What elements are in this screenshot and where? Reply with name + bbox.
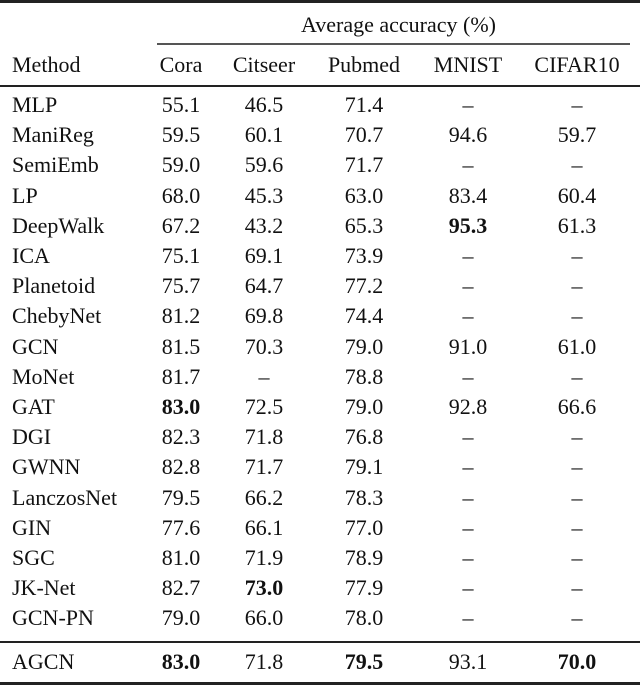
accuracy-value: 46.5 [244,92,284,117]
method-name: SemiEmb [12,152,99,178]
accuracy-value: 92.8 [448,394,488,419]
accuracy-value: 76.8 [344,424,384,450]
group-header: Average accuracy (%) [300,12,496,37]
accuracy-value: 91.0 [448,333,488,359]
accuracy-value: 83.0 [161,394,201,419]
method-name: DGI [12,424,52,450]
method-name: GCN [12,333,59,359]
accuracy-value: 82.3 [161,424,201,450]
method-name: JK-Net [12,575,76,601]
table-row [0,211,640,241]
table-row [0,573,640,603]
table-row [0,452,640,482]
accuracy-value: 81.5 [161,333,201,359]
accuracy-value: 68.0 [161,182,201,208]
accuracy-value: 71.7 [244,454,284,480]
accuracy-value: – [462,92,474,117]
accuracy-value: 66.0 [244,605,284,631]
accuracy-value: – [462,303,474,329]
method-name: Planetoid [12,273,96,299]
accuracy-value: 78.9 [344,545,384,570]
accuracy-value: 65.3 [344,212,384,238]
method-name: GAT [12,394,55,419]
accuracy-value: 77.6 [161,514,201,540]
column-header-method: Method [12,52,81,77]
table-row [0,271,640,301]
accuracy-value: – [462,363,474,389]
accuracy-value: – [462,514,474,540]
method-name: ManiReg [12,122,94,148]
accuracy-value: 60.4 [557,182,597,208]
accuracy-value: 82.7 [161,575,201,601]
accuracy-value: 73.0 [244,575,284,601]
accuracy-value: 79.0 [344,394,384,419]
accuracy-value: – [571,454,583,480]
table-row [0,150,640,180]
accuracy-value: 94.6 [448,122,488,148]
group-header-rule [157,43,630,45]
accuracy-value: 81.7 [161,363,201,389]
accuracy-value: 66.2 [244,484,284,510]
accuracy-value: 82.8 [161,454,201,480]
accuracy-value: 64.7 [244,273,284,299]
accuracy-value: 77.2 [344,273,384,299]
method-name: GCN-PN [12,605,94,631]
separator-rule [0,641,640,643]
column-header-row [0,50,640,80]
method-name: SGC [12,545,55,570]
accuracy-value: 63.0 [344,182,384,208]
table-row [0,603,640,633]
table-row [0,483,640,513]
accuracy-value: 78.3 [344,484,384,510]
accuracy-value: – [571,545,583,570]
accuracy-value: – [571,152,583,178]
accuracy-value: 79.0 [344,333,384,359]
table-row [0,90,640,120]
accuracy-value: 83.0 [161,649,201,674]
accuracy-value: 79.1 [344,454,384,480]
table-row [0,332,640,362]
accuracy-value: 60.1 [244,122,284,148]
method-name: AGCN [12,649,75,674]
accuracy-value: 55.1 [161,92,201,117]
accuracy-value: – [462,545,474,570]
accuracy-value: 81.2 [161,303,201,329]
method-name: DeepWalk [12,212,105,238]
accuracy-value: – [571,243,583,268]
accuracy-value: 79.0 [161,605,201,631]
accuracy-value: – [258,363,270,389]
table-row [0,392,640,422]
table-row [0,301,640,331]
accuracy-value: 66.1 [244,514,284,540]
accuracy-value: 83.4 [448,182,488,208]
accuracy-value: 61.3 [557,212,597,238]
accuracy-value: 61.0 [557,333,597,359]
accuracy-value: – [462,484,474,510]
method-name: GIN [12,514,52,540]
accuracy-value: 43.2 [244,212,284,238]
accuracy-value: – [462,454,474,480]
accuracy-value: 70.3 [244,333,284,359]
accuracy-value: – [571,92,583,117]
accuracy-value: – [571,273,583,299]
accuracy-value: 59.5 [161,122,201,148]
accuracy-value: – [462,273,474,299]
table-row [0,241,640,271]
method-name: MLP [12,92,58,117]
accuracy-value: – [462,424,474,450]
accuracy-value: 72.5 [244,394,284,419]
accuracy-value: 78.0 [344,605,384,631]
accuracy-value: 59.6 [244,152,284,178]
table-row [0,422,640,452]
accuracy-value: 71.4 [344,92,384,117]
accuracy-value: – [571,363,583,389]
accuracy-value: 77.9 [344,575,384,601]
column-header-citseer: Citseer [232,52,296,77]
accuracy-value: 74.4 [344,303,384,329]
accuracy-value: 77.0 [344,514,384,540]
accuracy-value: – [462,152,474,178]
accuracy-value: 69.1 [244,243,284,268]
method-name: ChebyNet [12,303,102,329]
accuracy-value: – [571,424,583,450]
accuracy-value: 70.0 [557,649,597,674]
method-name: MoNet [12,363,75,389]
accuracy-value: – [462,575,474,601]
column-header-pubmed: Pubmed [327,52,401,77]
accuracy-value: – [571,605,583,631]
method-name: ICA [12,243,50,268]
accuracy-value: – [462,243,474,268]
accuracy-value: 81.0 [161,545,201,570]
table-row [0,120,640,150]
table-row [0,543,640,573]
accuracy-value: 78.8 [344,363,384,389]
accuracy-value: 71.8 [244,649,284,674]
header-rule [0,85,640,87]
accuracy-value: 71.8 [244,424,284,450]
accuracy-value: – [571,303,583,329]
column-header-mnist: MNIST [433,52,503,77]
table-row [0,362,640,392]
table-row [0,181,640,211]
method-name: GWNN [12,454,81,480]
accuracy-value: 69.8 [244,303,284,329]
table-row [0,513,640,543]
column-header-cifar10: CIFAR10 [534,52,620,77]
method-name: LanczosNet [12,484,118,510]
accuracy-value: 73.9 [344,243,384,268]
accuracy-value: – [571,514,583,540]
accuracy-value: 71.7 [344,152,384,178]
accuracy-value: 93.1 [448,649,488,674]
accuracy-value: – [571,575,583,601]
accuracy-value: 75.1 [161,243,201,268]
accuracy-value: 59.0 [161,152,201,178]
accuracy-value: 95.3 [448,212,488,238]
accuracy-value: 67.2 [161,212,201,238]
accuracy-value: 45.3 [244,182,284,208]
accuracy-value: 59.7 [557,122,597,148]
column-header-cora: Cora [159,52,203,77]
accuracy-value: – [571,484,583,510]
accuracy-value: 75.7 [161,273,201,299]
accuracy-value: 71.9 [244,545,284,570]
accuracy-value: 79.5 [161,484,201,510]
table-row [0,647,640,677]
accuracy-value: 70.7 [344,122,384,148]
accuracy-value: – [462,605,474,631]
accuracy-value: 66.6 [557,394,597,419]
top-rule [0,0,640,3]
accuracy-value: 79.5 [344,649,384,674]
method-name: LP [12,182,38,208]
